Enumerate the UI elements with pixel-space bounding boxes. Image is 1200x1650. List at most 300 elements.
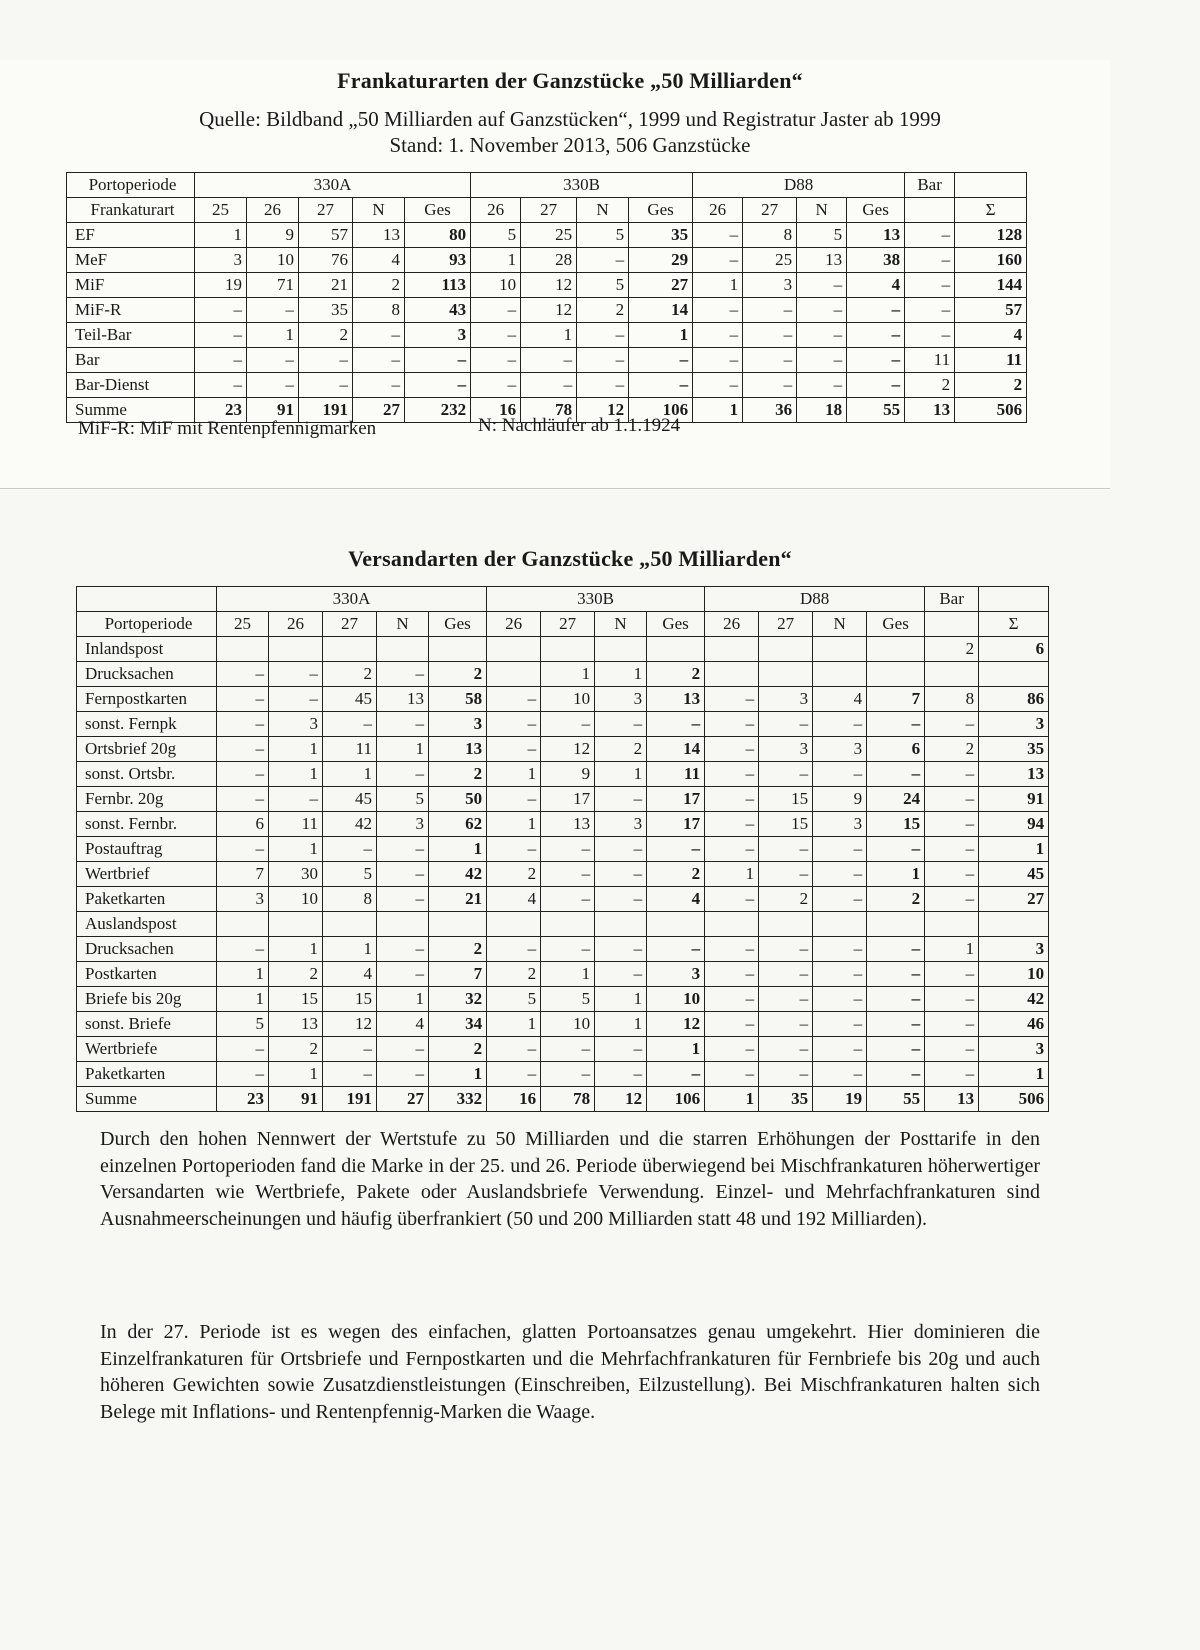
row-label: sonst. Fernbr. [77,812,217,837]
table-cell: 4 [353,248,405,273]
column-header: 26 [471,198,521,223]
table-row [77,637,1049,662]
table-cell: 43 [405,298,471,323]
table-cell: 2 [595,737,647,762]
table-cell: – [693,223,743,248]
status-line: Stand: 1. November 2013, 506 Ganzstücke [389,133,751,157]
table-cell: – [813,712,867,737]
table-cell: 8 [353,298,405,323]
table-cell: 1 [429,837,487,862]
table-cell [269,912,323,937]
column-header: Ges [847,198,905,223]
table-cell: 57 [299,223,353,248]
row-label: sonst. Briefe [77,1012,217,1037]
table-cell: – [705,1062,759,1087]
table-cell: – [797,348,847,373]
table-cell: 3 [759,687,813,712]
table-cell: 13 [429,737,487,762]
table-cell: 5 [577,273,629,298]
row-label: Paketkarten [77,887,217,912]
table-cell: – [705,812,759,837]
table-cell: 18 [797,398,847,423]
table-cell [705,637,759,662]
table-row [67,373,1027,398]
table-row [67,273,1027,298]
table-cell: 45 [323,687,377,712]
table-cell: 21 [299,273,353,298]
table-cell: – [693,248,743,273]
table-cell: – [247,373,299,398]
table-cell: – [759,712,813,737]
column-header: Ges [867,612,925,637]
table-cell: 35 [299,298,353,323]
sum-symbol: Σ [979,612,1049,637]
table-cell: 3 [813,812,867,837]
table-cell: 5 [217,1012,269,1037]
table-cell: – [867,837,925,862]
table-cell: – [925,812,979,837]
table-cell: 25 [521,223,577,248]
row-label: Fernbr. 20g [77,787,217,812]
table-cell: – [925,887,979,912]
sum-column-header [955,173,1027,198]
table-cell: – [867,1062,925,1087]
table-cell: 78 [521,398,577,423]
table-cell: – [595,1037,647,1062]
row-header-label: Portoperiode [77,612,217,637]
row-label: Teil-Bar [67,323,195,348]
header-row-columns [77,612,1049,637]
table-cell: – [577,323,629,348]
table-cell: 7 [429,962,487,987]
table-cell [429,637,487,662]
table-cell: 2 [269,1037,323,1062]
table-cell: – [759,1012,813,1037]
row-label: Summe [67,398,195,423]
table-cell: 62 [429,812,487,837]
table-cell: 106 [647,1087,705,1112]
table-cell: – [743,298,797,323]
table-cell: – [867,712,925,737]
table-cell: – [759,837,813,862]
column-header: Ges [429,612,487,637]
table-cell: 106 [629,398,693,423]
table-row [77,812,1049,837]
table-cell: – [693,348,743,373]
table-cell: – [925,1012,979,1037]
table-cell [813,662,867,687]
table-cell: 14 [647,737,705,762]
row-label: sonst. Ortsbr. [77,762,217,787]
table-cell: – [487,737,541,762]
table-cell: 1 [541,962,595,987]
table-cell: 3 [979,937,1049,962]
table-cell: – [323,837,377,862]
table-cell: 16 [487,1087,541,1112]
table-cell: 4 [813,687,867,712]
table-cell: – [925,1037,979,1062]
table-row [77,937,1049,962]
table-cell: 1 [595,762,647,787]
sum-column-header [979,587,1049,612]
table-cell: – [629,348,693,373]
table-cell: – [217,837,269,862]
table-cell: – [487,787,541,812]
table-cell: 15 [867,812,925,837]
table-cell: – [925,787,979,812]
table-cell: – [847,323,905,348]
column-header: 27 [521,198,577,223]
group-header: D88 [693,173,905,198]
table-cell: – [925,837,979,862]
table-cell: – [217,1062,269,1087]
table-cell: 24 [867,787,925,812]
table-cell: 11 [955,348,1027,373]
table-cell: – [217,762,269,787]
table-cell: – [797,298,847,323]
column-header: Ges [629,198,693,223]
table-cell: 34 [429,1012,487,1037]
table-cell: 3 [377,812,429,837]
column-header: 26 [247,198,299,223]
table-cell: – [797,323,847,348]
table-cell: 10 [247,248,299,273]
column-header: Ges [647,612,705,637]
table-cell [487,662,541,687]
table-cell: 10 [269,887,323,912]
table-cell: – [705,1037,759,1062]
table-cell: 4 [377,1012,429,1037]
table-row [77,1087,1049,1112]
table-cell: 3 [429,712,487,737]
table-cell: 55 [847,398,905,423]
table-cell: 23 [217,1087,269,1112]
table-row [67,323,1027,348]
table-cell: – [487,1062,541,1087]
table-cell: 506 [979,1087,1049,1112]
table-cell: 1 [595,1012,647,1037]
table-cell: – [867,762,925,787]
table-cell: – [759,762,813,787]
table-cell: – [759,962,813,987]
table-cell: 3 [743,273,797,298]
table-row [67,223,1027,248]
table-cell: – [595,1062,647,1087]
table-cell: 27 [353,398,405,423]
table-cell: 8 [323,887,377,912]
table-cell: – [217,937,269,962]
table-cell: – [813,1062,867,1087]
table-cell: 3 [759,737,813,762]
table-cell: 332 [429,1087,487,1112]
table-row [77,1012,1049,1037]
table-cell: – [925,1062,979,1087]
table-cell: – [353,323,405,348]
table-cell [867,637,925,662]
table-cell: – [595,887,647,912]
table-cell: 160 [955,248,1027,273]
table-cell: 232 [405,398,471,423]
table-cell: 7 [867,687,925,712]
table-cell: 191 [299,398,353,423]
table-cell: 2 [905,373,955,398]
table-cell: – [577,373,629,398]
table-cell: – [647,937,705,962]
table-cell: 1 [693,398,743,423]
table-cell [487,637,541,662]
table-cell: 27 [377,1087,429,1112]
table-cell: 2 [429,662,487,687]
footnote-nachlaeufer: N: Nachläufer ab 1.1.1924 [478,415,681,436]
group-header: Bar [925,587,979,612]
table-cell: – [867,962,925,987]
table-cell: 1 [925,937,979,962]
table-cell: – [905,248,955,273]
table-cell: – [195,373,247,398]
row-label: sonst. Fernpk [77,712,217,737]
table-cell: 93 [405,248,471,273]
table-cell: – [471,298,521,323]
table-cell: 10 [541,1012,595,1037]
table-cell: 45 [979,862,1049,887]
table-cell: 8 [743,223,797,248]
table-cell: – [299,373,353,398]
table-cell: 6 [217,812,269,837]
table-cell: 4 [955,323,1027,348]
table-cell: – [925,862,979,887]
table-cell: 76 [299,248,353,273]
table-cell: 91 [979,787,1049,812]
table-cell: – [925,962,979,987]
table-cell: – [471,373,521,398]
row-label: Fernpostkarten [77,687,217,712]
table-cell: 1 [595,987,647,1012]
table-cell [429,912,487,937]
table-cell: – [759,987,813,1012]
table-cell [377,912,429,937]
table-cell [925,662,979,687]
table-cell: – [541,887,595,912]
header-row-groups [77,587,1049,612]
table-cell: – [693,298,743,323]
table-cell: 12 [647,1012,705,1037]
table-cell: 3 [405,323,471,348]
table-cell: 1 [323,762,377,787]
table-cell: 9 [813,787,867,812]
table-cell: – [847,298,905,323]
table-cell: 7 [217,862,269,887]
table-cell: 1 [269,837,323,862]
table-cell: 12 [521,298,577,323]
table-cell: 15 [269,987,323,1012]
table-cell: – [867,937,925,962]
table-cell: – [377,887,429,912]
table-cell: 3 [979,1037,1049,1062]
table-cell: 4 [847,273,905,298]
table-cell: – [705,737,759,762]
table-cell: – [541,712,595,737]
table-cell: – [705,687,759,712]
table-cell [759,912,813,937]
table-cell: 1 [487,762,541,787]
table-cell: – [867,987,925,1012]
table-cell: – [541,1037,595,1062]
table-cell: – [377,1037,429,1062]
table-cell: 15 [759,812,813,837]
table-cell: 2 [487,862,541,887]
table-cell: 4 [647,887,705,912]
table-cell: – [353,373,405,398]
table-cell: 1 [269,762,323,787]
table-cell: 21 [429,887,487,912]
table-cell: 46 [979,1012,1049,1037]
table-cell: – [217,737,269,762]
column-header [925,612,979,637]
table-cell: 58 [429,687,487,712]
table-cell: – [705,962,759,987]
table-row [77,712,1049,737]
table-cell: – [487,937,541,962]
table-cell: 3 [595,687,647,712]
table-cell: 1 [521,323,577,348]
table-cell: – [813,862,867,887]
table-cell [323,912,377,937]
table-cell: – [647,837,705,862]
table-cell: 15 [323,987,377,1012]
table-cell: 17 [647,787,705,812]
table-cell: 14 [629,298,693,323]
table-cell: 5 [577,223,629,248]
table-cell: – [847,373,905,398]
table-cell: 11 [905,348,955,373]
table-cell: 32 [429,987,487,1012]
table-cell: 12 [323,1012,377,1037]
table-cell [759,662,813,687]
table-cell [377,637,429,662]
table-cell: – [705,712,759,737]
table-cell: – [847,348,905,373]
table-cell: 1 [195,223,247,248]
table-cell: – [705,1012,759,1037]
column-header: 26 [705,612,759,637]
table-cell: 15 [759,787,813,812]
column-header: N [797,198,847,223]
table-cell: 13 [353,223,405,248]
table-cell: 12 [595,1087,647,1112]
table-cell: 10 [471,273,521,298]
table-cell: – [813,887,867,912]
table-cell: 13 [647,687,705,712]
table-cell: 13 [979,762,1049,787]
row-label: Paketkarten [77,1062,217,1087]
column-header: N [353,198,405,223]
table-cell [323,637,377,662]
table-cell: 3 [813,737,867,762]
table-cell: 1 [247,323,299,348]
table-cell: – [925,987,979,1012]
table-cell: 25 [743,248,797,273]
table-cell [867,912,925,937]
table-cell: 5 [377,787,429,812]
table-cell: – [629,373,693,398]
table-cell: – [759,862,813,887]
table-cell: – [759,1062,813,1087]
table-cell: 1 [217,962,269,987]
table-cell: 1 [377,987,429,1012]
table-cell: 2 [323,662,377,687]
table-cell: – [813,962,867,987]
table-cell: 191 [323,1087,377,1112]
table-cell: 2 [269,962,323,987]
table-cell: – [269,687,323,712]
table-cell: – [405,373,471,398]
table-cell: 27 [629,273,693,298]
table-cell: 1 [487,812,541,837]
table-cell: 2 [647,862,705,887]
table-cell: – [905,223,955,248]
table-cell: – [743,373,797,398]
table-cell: 1 [979,1062,1049,1087]
table-cell: – [867,1037,925,1062]
table-row [77,887,1049,912]
table-cell: 29 [629,248,693,273]
group-header: 330B [471,173,693,198]
table-cell: 2 [299,323,353,348]
row-label: Wertbrief [77,862,217,887]
table-cell: 27 [979,887,1049,912]
table-cell: 3 [269,712,323,737]
table-cell: 57 [955,298,1027,323]
header-row-columns [67,198,1027,223]
table-cell: – [541,862,595,887]
row-label: Bar [67,348,195,373]
table-cell: – [217,687,269,712]
table-cell: 11 [647,762,705,787]
table-cell: 2 [429,1037,487,1062]
row-label: Inlandspost [77,637,217,662]
table-row [67,348,1027,373]
table-cell: 506 [955,398,1027,423]
row-header-label [77,587,217,612]
table-row [77,787,1049,812]
table-cell: 8 [925,687,979,712]
table-cell: 19 [195,273,247,298]
group-header: 330A [217,587,487,612]
table-cell: 5 [471,223,521,248]
table-cell: 3 [647,962,705,987]
table-cell: – [377,1062,429,1087]
table-cell: 9 [247,223,299,248]
table-cell [595,637,647,662]
table-cell: – [595,937,647,962]
table-cell: – [487,1037,541,1062]
row-label: Postkarten [77,962,217,987]
table-cell: 1 [269,937,323,962]
table-cell: – [797,273,847,298]
table-cell: – [217,1037,269,1062]
table-row [77,1037,1049,1062]
row-label: MeF [67,248,195,273]
column-header: N [577,198,629,223]
versandarten-table [76,586,1049,1112]
row-label: Briefe bis 20g [77,987,217,1012]
table-cell: 1 [867,862,925,887]
table-cell: – [577,248,629,273]
table-cell: – [925,712,979,737]
table-cell [647,637,705,662]
table-cell: – [521,348,577,373]
sum-symbol: Σ [955,198,1027,223]
